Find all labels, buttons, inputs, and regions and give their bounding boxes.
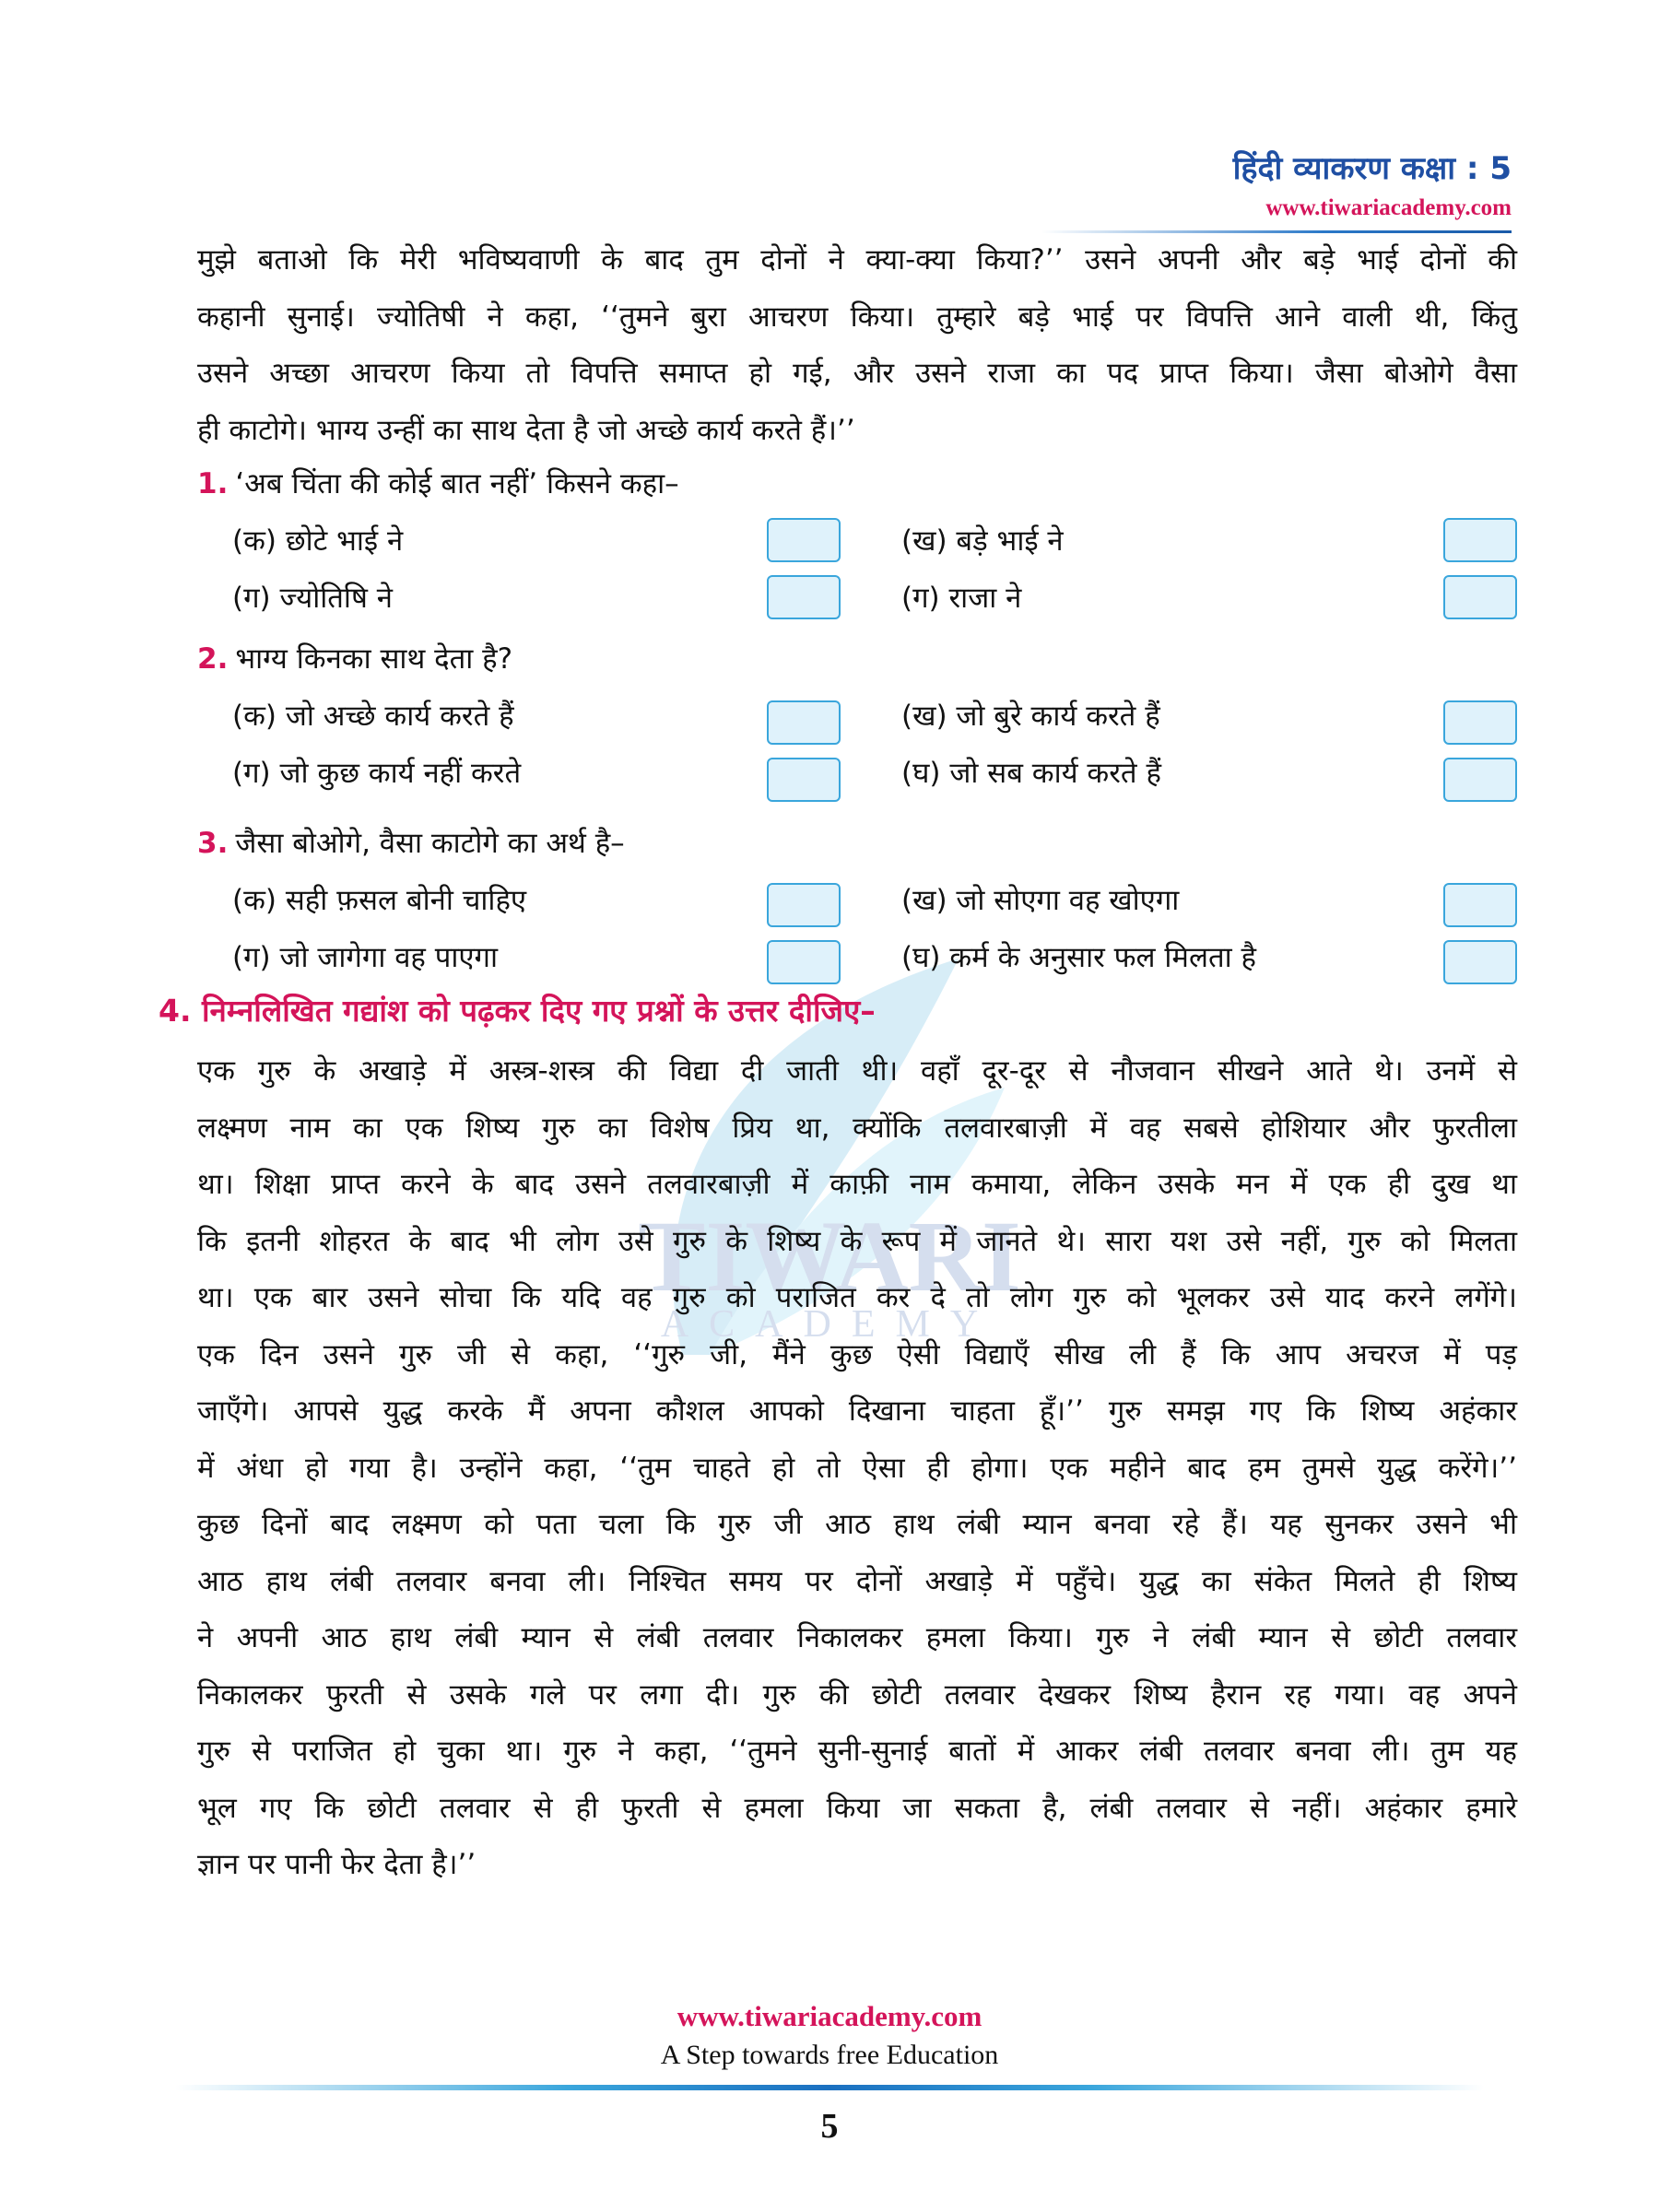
passage-line: जाएँगे। आपसे युद्ध करके मैं अपना कौशल आपको दिखाना चाहता हूँ।’’ गुरु समझ गए कि शिष्य अहंकार — [197, 1394, 1517, 1428]
answer-box-3b[interactable] — [1443, 883, 1517, 927]
option-1b: (ख) बड़े भाई ने — [901, 524, 1064, 558]
passage-line: था। एक बार उसने सोचा कि यदि वह गुरु को पराजित कर दे तो लोग गुरु को भूलकर उसे याद करने लगेंगे। — [197, 1281, 1517, 1314]
answer-box-2d[interactable] — [1443, 758, 1517, 802]
option-1d: (ग) राजा ने — [901, 582, 1022, 615]
passage-top — [197, 232, 1517, 459]
option-3a: (क) सही फ़सल बोनी चाहिए — [232, 884, 527, 917]
answer-box-3c[interactable] — [767, 940, 841, 984]
passage-line: लक्ष्मण नाम का एक शिष्य गुरु का विशेष प्रिय था, क्योंकि तलवारबाज़ी में वह सबसे होशियार और फुरतीला — [197, 1111, 1517, 1145]
passage-section-4 — [197, 1043, 1517, 1894]
passage-line: कि इतनी शोहरत के बाद भी लोग उसे गुरु के शिष्य के रूप में जानते थे। सारा यश उसे नहीं, गुरु को मिलता — [197, 1224, 1517, 1258]
option-2c: (ग) जो कुछ कार्य नहीं करते — [232, 757, 522, 790]
passage-line: में अंधा हो गया है। उन्होंने कहा, ‘‘तुम चाहते हो तो ऐसा ही होगा। एक महीने बाद हम तुमसे युद्ध करेंगे।’’ — [197, 1451, 1517, 1485]
question-text: जैसा बोओगे, वैसा काटोगे का अर्थ है– — [235, 827, 625, 860]
question-text: ‘अब चिंता की कोई बात नहीं’ किसने कहा– — [235, 467, 679, 500]
option-2a: (क) जो अच्छे कार्य करते हैं — [232, 700, 514, 733]
passage-line: भूल गए कि छोटी तलवार से ही फुरती से हमला किया जा सकता है, लंबी तलवार से नहीं। अहंकार हमारे — [197, 1791, 1517, 1825]
passage-line: गुरु से पराजित हो चुका था। गुरु ने कहा, ‘‘तुमने सुनी-सुनाई बातों में आकर लंबी तलवार बनवा ली। तुम यह — [197, 1735, 1517, 1768]
option-2b: (ख) जो बुरे कार्य करते हैं — [901, 700, 1160, 733]
passage-line: कुछ दिनों बाद लक्ष्मण को पता चला कि गुरु जी आठ हाथ लंबी म्यान बनवा रहे हैं। यह सुनकर उसने भी — [197, 1508, 1517, 1541]
footer-url[interactable]: www.tiwariacademy.com — [677, 2000, 982, 2032]
option-3b: (ख) जो सोएगा वह खोएगा — [901, 884, 1180, 917]
question-number: 1. — [197, 467, 229, 500]
answer-box-3d[interactable] — [1443, 940, 1517, 984]
option-1c: (ग) ज्योतिषि ने — [232, 582, 393, 615]
passage-line: एक दिन उसने गुरु जी से कहा, ‘‘गुरु जी, मैंने कुछ ऐसी विद्याएँ सीख ली हैं कि आप अचरज में पड़ — [197, 1337, 1517, 1371]
answer-box-1a[interactable] — [767, 518, 841, 562]
passage-line: निकालकर फुरती से उसके गले पर लगा दी। गुरु की छोटी तलवार देखकर शिष्य हैरान रह गया। वह अपने — [197, 1677, 1517, 1712]
passage-line: उसने अच्छा आचरण किया तो विपत्ति समाप्त हो गई, और उसने राजा का पद प्राप्त किया। जैसा बोओगे वैसा — [197, 357, 1517, 390]
passage-line: आठ हाथ लंबी तलवार बनवा ली। निश्चित समय पर दोनों अखाड़े में पहुँचे। युद्ध का संकेत मिलते ही शिष्य — [197, 1564, 1517, 1598]
passage-line: मुझे बताओ कि मेरी भविष्यवाणी के बाद तुम दोनों ने क्या-क्या किया?’’ उसने अपनी और बड़े भाई दोनों की — [197, 243, 1517, 276]
answer-box-2c[interactable] — [767, 758, 841, 802]
option-2d: (घ) जो सब कार्य करते हैं — [901, 757, 1161, 790]
question-number: 3. — [197, 827, 229, 860]
passage-line: कहानी सुनाई। ज्योतिषी ने कहा, ‘‘तुमने बुरा आचरण किया। तुम्हारे बड़े भाई पर विपत्ति आने वाली थी, किंतु — [197, 300, 1517, 334]
answer-box-1b[interactable] — [1443, 518, 1517, 562]
question-1 — [197, 464, 679, 502]
footer-tagline: A Step towards free Education — [660, 2040, 999, 2070]
svg-text:TIWARI: TIWARI — [638, 1200, 1021, 1312]
page-number: 5 — [820, 2107, 839, 2146]
passage-line: ही काटोगे। भाग्य उन्हीं का साथ देता है जो अच्छे कार्य करते हैं।’’ — [197, 413, 855, 447]
answer-box-2b[interactable] — [1443, 700, 1517, 745]
answer-box-1c[interactable] — [767, 575, 841, 619]
option-3c: (ग) जो जागेगा वह पाएगा — [232, 941, 499, 974]
header-title: हिंदी व्याकरण कक्षा : 5 — [1232, 150, 1512, 187]
passage-line: एक गुरु के अखाड़े में अस्त्र-शस्त्र की विद्या दी जाती थी। वहाँ दूर-दूर से नौजवान सीखने आते थे। उनमें से — [197, 1054, 1517, 1088]
passage-line: था। शिक्षा प्राप्त करने के बाद उसने तलवारबाज़ी में काफ़ी नाम कमाया, लेकिन उसके मन में एक ही दुख था — [197, 1168, 1517, 1201]
svg-text:ACADEMY: ACADEMY — [660, 1303, 999, 1346]
answer-box-3a[interactable] — [767, 883, 841, 927]
footer-divider — [175, 2085, 1484, 2090]
option-1a: (क) छोटे भाई ने — [232, 524, 404, 558]
answer-box-1d[interactable] — [1443, 575, 1517, 619]
section-4-heading: 4. निम्नलिखित गद्यांश को पढ़कर दिए गए प्रश्नों के उत्तर दीजिए– — [159, 993, 876, 1029]
answer-box-2a[interactable] — [767, 700, 841, 745]
question-text: भाग्य किनका साथ देता है? — [235, 642, 513, 676]
question-2 — [197, 639, 512, 677]
question-number: 2. — [197, 642, 229, 676]
header-url[interactable]: www.tiwariacademy.com — [1265, 195, 1512, 220]
option-3d: (घ) कर्म के अनुसार फल मिलता है — [901, 941, 1257, 974]
question-3 — [197, 823, 625, 862]
passage-line: ने अपनी आठ हाथ लंबी म्यान से लंबी तलवार निकालकर हमला किया। गुरु ने लंबी म्यान से छोटी तलवार — [197, 1621, 1517, 1654]
passage-line: ज्ञान पर पानी फेर देता है।’’ — [197, 1848, 477, 1881]
